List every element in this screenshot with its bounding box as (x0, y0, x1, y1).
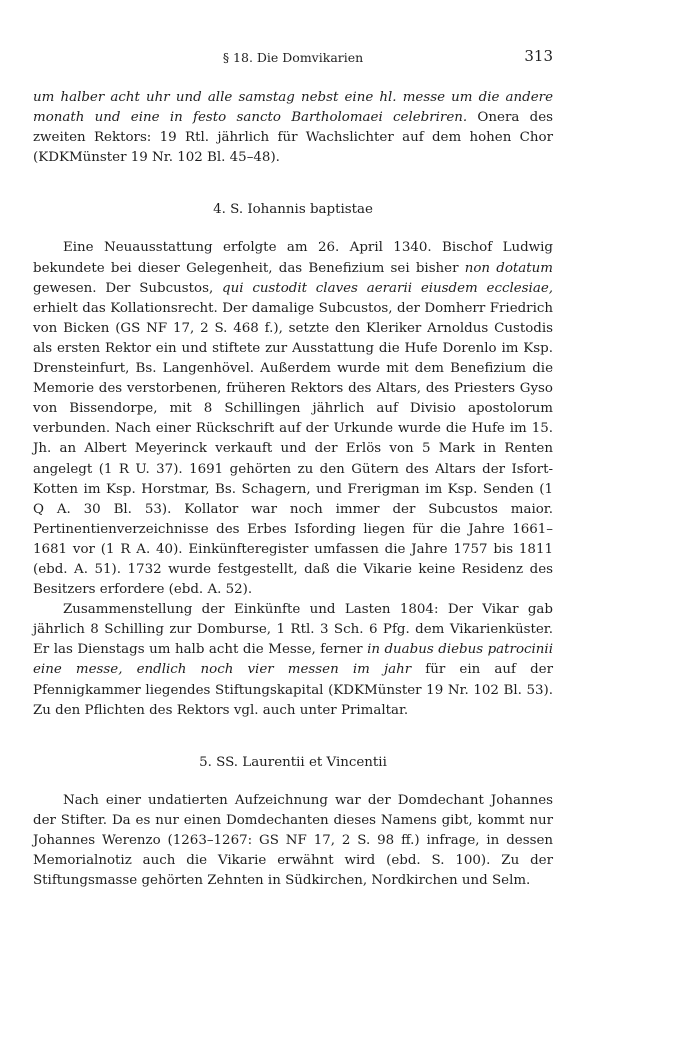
latin-quote: um halber acht uhr und alle samstag nebst eine hl. messe um die andere monath und eine in festo sancto Bartholomaei celebriren. (33, 90, 553, 126)
paragraph-text: erhielt das Kollationsrecht. Der damalige Subcustos, der Domherr Friedrich von Bicken (GS NF 17, 2 S. 468 f.), setzte den Kleriker Arnoldus Custodis als ersten Rektor ein und stiftete zur Ausstattung die Hufe Dorenlo im Ksp. Drensteinfurt, Bs. Langenhövel. Außerdem wurde mit dem Benefizium die Memorie des verstorbenen, früheren Rektors des Altars, des Priesters Gyso von Bissendorpe, mit 8 Schillingen jährlich auf Divisio apostolorum verbunden. Nach einer Rückschrift auf der Urkunde wurde die Hufe im 15. Jh. an Albert Meyerinck verkauft und der Erlös von 5 Mark in Renten angelegt (1 R U. 37). 1691 gehörten zu den Gütern des Altars der Isfort-Kotten im Ksp. Horstmar, Bs. Schagern, und Frerigman im Ksp. Senden (1 Q A. 30 Bl. 53). Kollator war noch immer der Subcustos maior. Pertinentienverzeichnisse des Erbes Isfording liegen für die Jahre 1661–1681 vor (1 R A. 40). Einkünfteregister umfassen die Jahre 1757 bis 1811 (ebd. A. 51). 1732 wurde festgestellt, daß die Vikarie keine Residenz des Besitzers erfordere (ebd. A. 52). (33, 300, 553, 598)
latin-quote: qui custodit claves aerarii eiusdem ecclesiae, (222, 280, 553, 296)
page-number: 313 (524, 47, 553, 65)
latin-quote: in duabus diebus patrocinii eine messe, endlich noch vier messen im jahr (33, 642, 553, 678)
paragraph-text: Zusammenstellung der Einkünfte und Lasten 1804: Der Vikar gab jährlich 8 Schilling zur Domburse, 1 Rtl. 3 Sch. 6 Pfg. dem Vikarienküster. Er las Dienstags um halb acht die Messe, ferner (33, 602, 553, 658)
running-head: § 18. Die Domvikarien (222, 50, 364, 65)
paragraph-text: Onera des zweiten Rektors: 19 Rtl. jährlich für Wachslichter auf dem hohen Chor (KDKMünster 19 Nr. 102 Bl. 45–48). (33, 110, 554, 166)
paragraph-text: gewesen. Der Subcustos, (33, 280, 223, 296)
section-4-paragraph-1 (33, 238, 553, 600)
latin-quote: non dotatum (464, 260, 553, 276)
intro-paragraph (33, 88, 553, 168)
section-heading-4: 4. S. Iohannis baptistae (213, 202, 373, 218)
section-heading-5: 5. SS. Laurentii et Vincentii (199, 754, 387, 770)
paragraph-text: für ein auf der Pfennigkammer liegendes Stiftungskapital (KDKMünster 19 Nr. 102 Bl. 53). Zu den Pflichten des Rektors vgl. auch unter Primaltar. (33, 662, 553, 718)
paragraph-text: Eine Neuausstattung erfolgte am 26. April 1340. Bischof Ludwig bekundete bei dieser Gelegenheit, das Benefizium sei bisher (33, 240, 553, 276)
page-body (33, 88, 553, 891)
section-4-paragraph-2 (33, 600, 553, 721)
section-5-paragraph-1: Nach einer undatierten Aufzeichnung war der Domdechant Johannes der Stifter. Da es nur einen Domdechanten dieses Namens gibt, kommt nur Johannes Werenzo (1263–1267: GS NF 17, 2 S. 98 ff.) infrage, in dessen Memorialnotiz auch die Vikarie erwähnt wird (ebd. S. 100). Zu der Stiftungsmasse gehörten Zehnten in Südkirchen, Nordkirchen und Selm. (33, 792, 553, 889)
